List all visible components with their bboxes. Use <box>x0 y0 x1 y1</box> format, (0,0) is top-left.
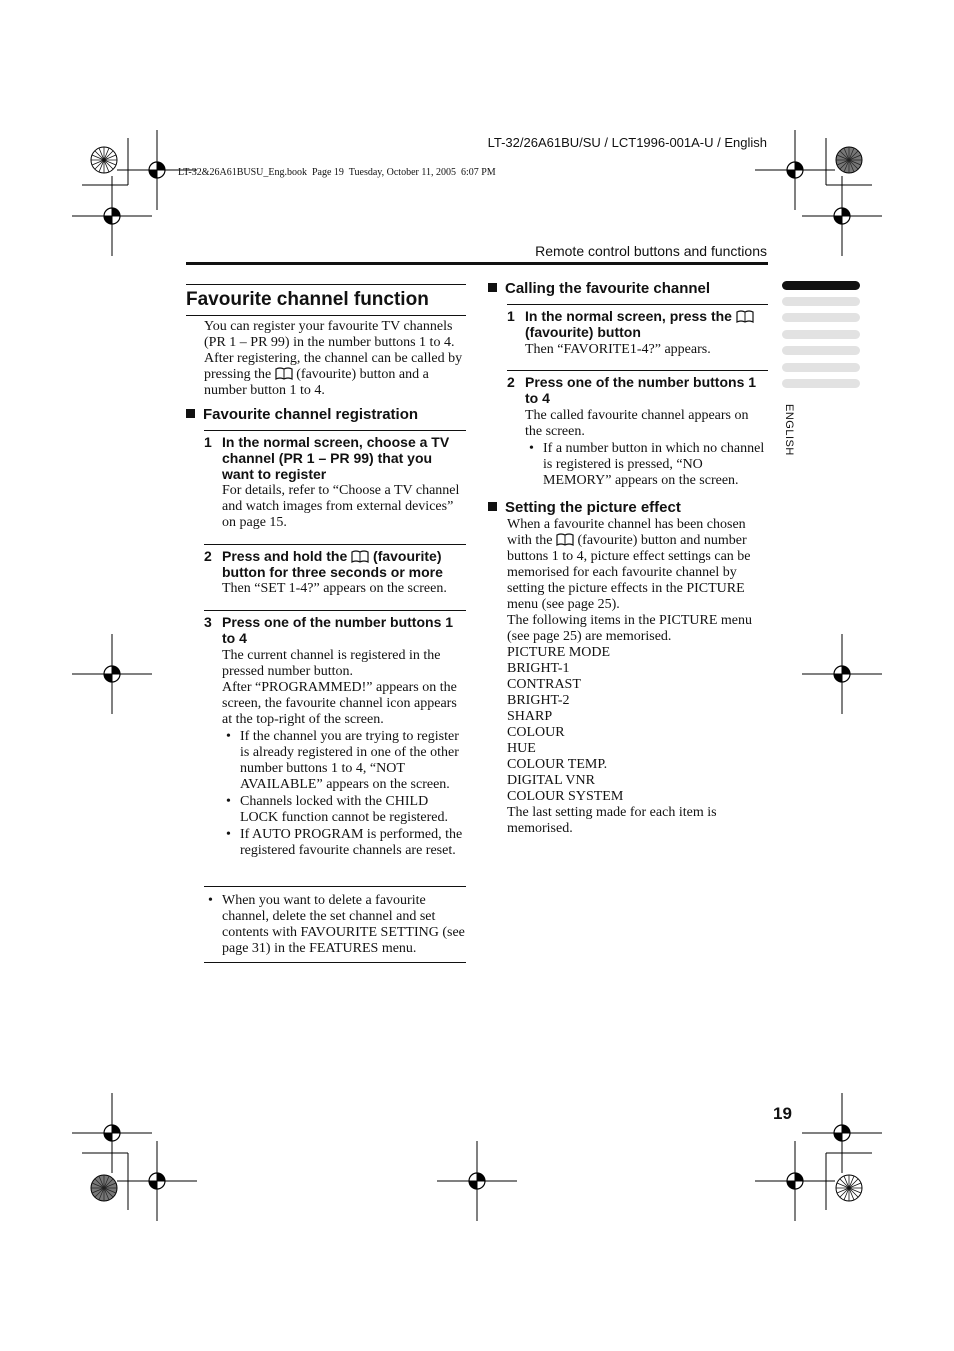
step-text: The called favourite channel appears on the screen. <box>525 408 749 439</box>
model-line: LT-32/26A61BU/SU / LCT1996-001A-U / English <box>487 135 767 150</box>
step-title: Press one of the number buttons 1 to 4 <box>222 614 454 646</box>
picture-item: BRIGHT-1 <box>507 661 570 676</box>
intro-paragraph: You can register your favourite TV channels (PR 1 – PR 99) in the number buttons 1 to 4. After registering, the channel can be called by pressing the (favourite) button and a number button 1 to 4. <box>204 319 463 398</box>
calling-step-1: 1 In the normal screen, press the (favourite) button Then “FAVORITE1-4?” appears. <box>507 308 768 358</box>
step-rule <box>204 430 466 431</box>
picture-heading: Setting the picture effect <box>488 499 681 517</box>
picture-item: COLOUR SYSTEM <box>507 789 624 804</box>
picture-paragraph: The last setting made for each item is memorised. <box>507 805 717 836</box>
step-rule <box>507 304 768 305</box>
picture-item: COLOUR <box>507 725 565 740</box>
registration-step-3: 3 Press one of the number buttons 1 to 4 The current channel is registered in the pressed number button. After “PROGRAMMED!” appears on the screen, the favourite channel icon appears at the top-right of the screen. • If the channel you are trying to register is already registered in one of the other number buttons 1 to 4, “NOT AVAILABLE” appears on the screen. • Channels locked with the CHILD LOCK function cannot be registered. • If AUTO PROGRAM is performed, the registered favourite channels are reset. <box>204 614 466 859</box>
square-bullet-icon <box>488 283 497 292</box>
picture-item: SHARP <box>507 709 553 724</box>
side-tab <box>782 297 860 306</box>
step-rule <box>204 610 466 611</box>
step-text: For details, refer to “Choose a TV channel and watch images from external devices” on page 15. <box>222 483 460 530</box>
page-number: 19 <box>773 1104 792 1123</box>
note-rule-top <box>204 886 466 887</box>
registration-step-2: 2 Press and hold the (favourite) button for three seconds or more Then “SET 1-4?” appears on the screen. <box>204 548 466 597</box>
step-bullet: • If AUTO PROGRAM is performed, the registered favourite channels are reset. <box>222 827 466 859</box>
registration-step-1: 1 In the normal screen, choose a TV channel (PR 1 – PR 99) that you want to register For details, refer to “Choose a TV channel and watch images from external devices” on page 15. <box>204 434 466 531</box>
picture-item: PICTURE MODE <box>507 645 611 660</box>
picture-item: BRIGHT-2 <box>507 693 570 708</box>
step-bullet: • If a number button in which no channel is registered is pressed, “NO MEMORY” appears on the screen. <box>525 441 768 489</box>
header-rule <box>186 262 768 265</box>
book-info-line: LT-32&26A61BUSU_Eng.book Page 19 Tuesday, October 11, 2005 6:07 PM <box>178 167 496 178</box>
section-title: Remote control buttons and functions <box>535 243 767 259</box>
calling-step-2: 2 Press one of the number buttons 1 to 4 The called favourite channel appears on the screen. • If a number button in which no channel is registered is pressed, “NO MEMORY” appears on the screen. <box>507 374 768 489</box>
step-text: Then “FAVORITE1-4?” appears. <box>525 342 711 357</box>
step-text: Then “SET 1-4?” appears on the screen. <box>222 581 447 596</box>
open-book-icon <box>351 550 369 563</box>
step-text: The current channel is registered in the pressed number button. <box>222 648 441 679</box>
square-bullet-icon <box>186 409 195 418</box>
side-tab <box>782 379 860 388</box>
picture-paragraph: When a favourite channel has been chosen with the (favourite) button and number buttons 1 to 4, picture effect settings can be memorised for each favourite channel by setting the picture effects in the PICTURE menu (see page 25). <box>507 517 751 612</box>
step-title: In the normal screen, choose a TV channel (PR 1 – PR 99) that you want to register <box>222 434 450 482</box>
picture-paragraph: The following items in the PICTURE menu (see page 25) are memorised. <box>507 613 752 644</box>
note-rule-bottom <box>204 962 466 963</box>
step-title: Press and hold the (favourite) button for three seconds or more <box>222 548 443 580</box>
open-book-icon <box>275 367 293 380</box>
step-text: After “PROGRAMMED!” appears on the screen, the favourite channel icon appears at the top-right of the screen. <box>222 680 457 727</box>
step-bullet: • If the channel you are trying to register is already registered in one of the other number buttons 1 to 4, “NOT AVAILABLE” appears on the screen. <box>222 729 466 793</box>
step-title: In the normal screen, press the (favourite) button <box>525 308 768 340</box>
picture-item: COLOUR TEMP. <box>507 757 608 772</box>
picture-section <box>507 517 768 837</box>
side-tab <box>782 346 860 355</box>
language-label: ENGLISH <box>783 404 795 456</box>
picture-item: HUE <box>507 741 536 756</box>
title-rule-top <box>186 284 466 285</box>
title-rule-bottom <box>186 315 466 316</box>
calling-heading: Calling the favourite channel <box>488 280 710 298</box>
step-bullet: • Channels locked with the CHILD LOCK function cannot be registered. <box>222 794 466 826</box>
side-tab <box>782 330 860 339</box>
step-title: Press one of the number buttons 1 to 4 <box>525 374 757 406</box>
step-rule <box>507 370 768 371</box>
page-title: Favourite channel function <box>186 289 429 310</box>
picture-item: DIGITAL VNR <box>507 773 595 788</box>
open-book-icon <box>736 310 754 323</box>
side-tab-active <box>782 281 860 290</box>
square-bullet-icon <box>488 502 497 511</box>
note-text: • When you want to delete a favourite channel, delete the set channel and set contents with FAVOURITE SETTING (see page 31) in the FEATURES menu. <box>204 893 466 957</box>
open-book-icon <box>556 533 574 546</box>
side-tab <box>782 313 860 322</box>
picture-item: CONTRAST <box>507 677 581 692</box>
side-tab <box>782 363 860 372</box>
step-rule <box>204 544 466 545</box>
registration-heading: Favourite channel registration <box>186 406 418 424</box>
